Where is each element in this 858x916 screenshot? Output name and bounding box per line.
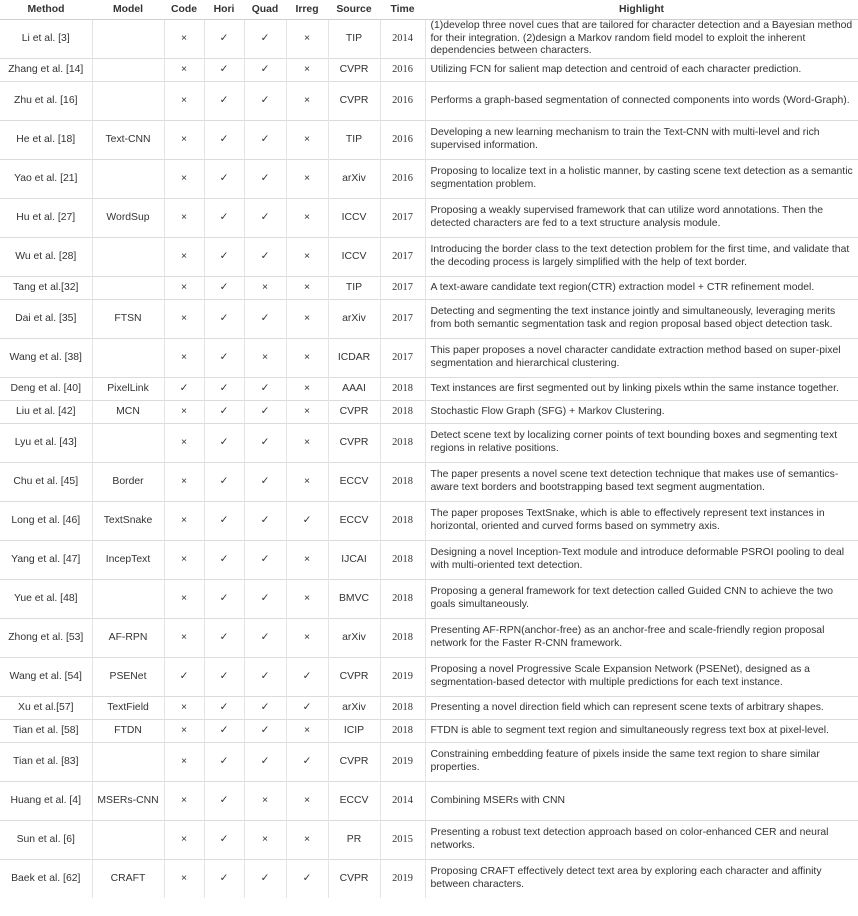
- table-row: [0, 378, 858, 401]
- source-cell: arXiv: [328, 697, 380, 720]
- table-row: [0, 541, 858, 580]
- header-highlight: Highlight: [425, 0, 858, 20]
- table-row: [0, 619, 858, 658]
- irreg-cell: ×: [286, 782, 328, 821]
- hori-cell: ✓: [204, 59, 244, 82]
- time-cell: 2018: [380, 502, 425, 541]
- irreg-cell: ×: [286, 300, 328, 339]
- header-quad: Quad: [244, 0, 286, 20]
- highlight-cell: Stochastic Flow Graph (SFG) + Markov Clustering.: [425, 401, 858, 424]
- source-cell: TIP: [328, 121, 380, 160]
- hori-cell: ✓: [204, 619, 244, 658]
- method-cell: Zhu et al. [16]: [0, 82, 92, 121]
- irreg-cell: ×: [286, 424, 328, 463]
- quad-cell: ✓: [244, 860, 286, 899]
- model-cell: [92, 424, 164, 463]
- hori-cell: ✓: [204, 339, 244, 378]
- code-cell: ×: [164, 821, 204, 860]
- table-row: [0, 82, 858, 121]
- model-cell: [92, 821, 164, 860]
- code-cell: ×: [164, 238, 204, 277]
- time-cell: 2018: [380, 580, 425, 619]
- quad-cell: ✓: [244, 658, 286, 697]
- highlight-cell: Proposing a novel Progressive Scale Expansion Network (PSENet), designed as a segmentation-based detector with multiple predictions for each text instance.: [425, 658, 858, 697]
- highlight-cell: Text instances are first segmented out by linking pixels wthin the same instance together.: [425, 378, 858, 401]
- hori-cell: ✓: [204, 658, 244, 697]
- method-cell: He et al. [18]: [0, 121, 92, 160]
- time-cell: 2019: [380, 658, 425, 697]
- model-cell: FTSN: [92, 300, 164, 339]
- time-cell: 2018: [380, 424, 425, 463]
- code-cell: ×: [164, 277, 204, 300]
- table-row: [0, 580, 858, 619]
- quad-cell: ×: [244, 821, 286, 860]
- model-cell: PSENet: [92, 658, 164, 697]
- model-cell: [92, 20, 164, 59]
- time-cell: 2014: [380, 20, 425, 59]
- time-cell: 2018: [380, 401, 425, 424]
- method-cell: Lyu et al. [43]: [0, 424, 92, 463]
- code-cell: ×: [164, 619, 204, 658]
- quad-cell: ✓: [244, 619, 286, 658]
- highlight-cell: Proposing a weakly supervised framework that can utilize word annotations. Then the detected characters are fed to a text structure analysis module.: [425, 199, 858, 238]
- model-cell: Text-CNN: [92, 121, 164, 160]
- time-cell: 2018: [380, 378, 425, 401]
- source-cell: ICCV: [328, 238, 380, 277]
- source-cell: ICDAR: [328, 339, 380, 378]
- highlight-cell: This paper proposes a novel character candidate extraction method based on super-pixel segmentation and hierarchical clustering.: [425, 339, 858, 378]
- code-cell: ×: [164, 580, 204, 619]
- quad-cell: ✓: [244, 463, 286, 502]
- hori-cell: ✓: [204, 424, 244, 463]
- highlight-cell: Proposing a general framework for text detection called Guided CNN to achieve the two goals simultaneously.: [425, 580, 858, 619]
- time-cell: 2018: [380, 697, 425, 720]
- model-cell: AF-RPN: [92, 619, 164, 658]
- code-cell: ×: [164, 697, 204, 720]
- time-cell: 2016: [380, 82, 425, 121]
- irreg-cell: ×: [286, 378, 328, 401]
- irreg-cell: ×: [286, 821, 328, 860]
- hori-cell: ✓: [204, 821, 244, 860]
- table-row: [0, 463, 858, 502]
- method-cell: Dai et al. [35]: [0, 300, 92, 339]
- header-code: Code: [164, 0, 204, 20]
- method-cell: Wang et al. [54]: [0, 658, 92, 697]
- highlight-cell: Combining MSERs with CNN: [425, 782, 858, 821]
- model-cell: TextSnake: [92, 502, 164, 541]
- table-row: [0, 121, 858, 160]
- irreg-cell: ✓: [286, 860, 328, 899]
- time-cell: 2015: [380, 821, 425, 860]
- table-row: [0, 697, 858, 720]
- model-cell: [92, 580, 164, 619]
- quad-cell: ✓: [244, 121, 286, 160]
- header-hori: Hori: [204, 0, 244, 20]
- source-cell: ECCV: [328, 782, 380, 821]
- highlight-cell: Introducing the border class to the text detection problem for the first time, and validate that the decoding process is largely simplified with the help of text border.: [425, 238, 858, 277]
- quad-cell: ×: [244, 277, 286, 300]
- time-cell: 2016: [380, 160, 425, 199]
- header-source: Source: [328, 0, 380, 20]
- quad-cell: ✓: [244, 743, 286, 782]
- quad-cell: ✓: [244, 199, 286, 238]
- time-cell: 2018: [380, 619, 425, 658]
- irreg-cell: ×: [286, 20, 328, 59]
- hori-cell: ✓: [204, 580, 244, 619]
- hori-cell: ✓: [204, 463, 244, 502]
- code-cell: ×: [164, 782, 204, 821]
- hori-cell: ✓: [204, 860, 244, 899]
- method-cell: Deng et al. [40]: [0, 378, 92, 401]
- method-cell: Hu et al. [27]: [0, 199, 92, 238]
- quad-cell: ✓: [244, 424, 286, 463]
- method-cell: Tian et al. [58]: [0, 720, 92, 743]
- hori-cell: ✓: [204, 782, 244, 821]
- irreg-cell: ×: [286, 619, 328, 658]
- highlight-cell: Constraining embedding feature of pixels inside the same text region to share similar properties.: [425, 743, 858, 782]
- table-row: [0, 277, 858, 300]
- table-row: [0, 59, 858, 82]
- model-cell: [92, 743, 164, 782]
- method-cell: Wu et al. [28]: [0, 238, 92, 277]
- header-time: Time: [380, 0, 425, 20]
- quad-cell: ✓: [244, 697, 286, 720]
- code-cell: ×: [164, 199, 204, 238]
- time-cell: 2019: [380, 743, 425, 782]
- quad-cell: ✓: [244, 378, 286, 401]
- time-cell: 2017: [380, 199, 425, 238]
- code-cell: ×: [164, 743, 204, 782]
- code-cell: ×: [164, 541, 204, 580]
- hori-cell: ✓: [204, 121, 244, 160]
- source-cell: TIP: [328, 20, 380, 59]
- irreg-cell: ×: [286, 82, 328, 121]
- highlight-cell: Detecting and segmenting the text instance jointly and simultaneously, leveraging merits from both semantic segmentation task and region proposal based object detection task.: [425, 300, 858, 339]
- hori-cell: ✓: [204, 160, 244, 199]
- hori-cell: ✓: [204, 502, 244, 541]
- hori-cell: ✓: [204, 199, 244, 238]
- time-cell: 2017: [380, 238, 425, 277]
- method-cell: Wang et al. [38]: [0, 339, 92, 378]
- time-cell: 2017: [380, 277, 425, 300]
- code-cell: ×: [164, 502, 204, 541]
- method-cell: Yang et al. [47]: [0, 541, 92, 580]
- table-row: [0, 424, 858, 463]
- source-cell: ICCV: [328, 199, 380, 238]
- irreg-cell: ✓: [286, 697, 328, 720]
- irreg-cell: ×: [286, 580, 328, 619]
- quad-cell: ✓: [244, 300, 286, 339]
- code-cell: ✓: [164, 658, 204, 697]
- hori-cell: ✓: [204, 541, 244, 580]
- highlight-cell: Utilizing FCN for salient map detection and centroid of each character prediction.: [425, 59, 858, 82]
- table-body: [0, 20, 858, 899]
- method-cell: Sun et al. [6]: [0, 821, 92, 860]
- code-cell: ×: [164, 720, 204, 743]
- method-cell: Tian et al. [83]: [0, 743, 92, 782]
- model-cell: Border: [92, 463, 164, 502]
- irreg-cell: ×: [286, 238, 328, 277]
- source-cell: CVPR: [328, 401, 380, 424]
- table-row: [0, 20, 858, 59]
- irreg-cell: ×: [286, 160, 328, 199]
- quad-cell: ✓: [244, 160, 286, 199]
- irreg-cell: ×: [286, 463, 328, 502]
- time-cell: 2019: [380, 860, 425, 899]
- quad-cell: ✓: [244, 502, 286, 541]
- method-cell: Chu et al. [45]: [0, 463, 92, 502]
- hori-cell: ✓: [204, 20, 244, 59]
- hori-cell: ✓: [204, 697, 244, 720]
- method-cell: Yue et al. [48]: [0, 580, 92, 619]
- hori-cell: ✓: [204, 277, 244, 300]
- irreg-cell: ✓: [286, 658, 328, 697]
- highlight-cell: Presenting a novel direction field which can represent scene texts of arbitrary shapes.: [425, 697, 858, 720]
- highlight-cell: The paper proposes TextSnake, which is able to effectively represent text instances in horizontal, oriented and curved forms based on symmetry axis.: [425, 502, 858, 541]
- highlight-cell: Performs a graph-based segmentation of connected components into words (Word-Graph).: [425, 82, 858, 121]
- table-row: [0, 300, 858, 339]
- highlight-cell: (1)develop three novel cues that are tailored for character detection and a Bayesian method for their integration. (2)design a Markov random field model to exploit the inherent dependencies between characters.: [425, 20, 858, 59]
- quad-cell: ✓: [244, 238, 286, 277]
- hori-cell: ✓: [204, 238, 244, 277]
- irreg-cell: ×: [286, 277, 328, 300]
- header-method: Method: [0, 0, 92, 20]
- highlight-cell: Developing a new learning mechanism to train the Text-CNN with multi-level and rich supervised information.: [425, 121, 858, 160]
- source-cell: CVPR: [328, 860, 380, 899]
- method-cell: Li et al. [3]: [0, 20, 92, 59]
- method-cell: Long et al. [46]: [0, 502, 92, 541]
- code-cell: ✓: [164, 378, 204, 401]
- time-cell: 2016: [380, 121, 425, 160]
- table-row: [0, 743, 858, 782]
- quad-cell: ✓: [244, 720, 286, 743]
- source-cell: CVPR: [328, 424, 380, 463]
- header-irreg: Irreg: [286, 0, 328, 20]
- highlight-cell: FTDN is able to segment text region and simultaneously regress text box at pixel-level.: [425, 720, 858, 743]
- hori-cell: ✓: [204, 300, 244, 339]
- quad-cell: ×: [244, 782, 286, 821]
- table-row: [0, 821, 858, 860]
- table-row: [0, 720, 858, 743]
- hori-cell: ✓: [204, 401, 244, 424]
- table-row: [0, 658, 858, 697]
- highlight-cell: Detect scene text by localizing corner points of text bounding boxes and segmenting text regions in relative positions.: [425, 424, 858, 463]
- source-cell: ECCV: [328, 502, 380, 541]
- time-cell: 2018: [380, 720, 425, 743]
- irreg-cell: ✓: [286, 502, 328, 541]
- model-cell: [92, 82, 164, 121]
- method-cell: Xu et al.[57]: [0, 697, 92, 720]
- method-cell: Zhang et al. [14]: [0, 59, 92, 82]
- model-cell: FTDN: [92, 720, 164, 743]
- highlight-cell: Proposing CRAFT effectively detect text area by exploring each character and affinity between characters.: [425, 860, 858, 899]
- irreg-cell: ×: [286, 59, 328, 82]
- irreg-cell: ×: [286, 121, 328, 160]
- code-cell: ×: [164, 424, 204, 463]
- model-cell: [92, 339, 164, 378]
- code-cell: ×: [164, 463, 204, 502]
- model-cell: TextField: [92, 697, 164, 720]
- highlight-cell: A text-aware candidate text region(CTR) extraction model + CTR refinement model.: [425, 277, 858, 300]
- source-cell: AAAI: [328, 378, 380, 401]
- model-cell: MCN: [92, 401, 164, 424]
- irreg-cell: ×: [286, 339, 328, 378]
- table-row: [0, 502, 858, 541]
- quad-cell: ✓: [244, 59, 286, 82]
- irreg-cell: ×: [286, 541, 328, 580]
- time-cell: 2014: [380, 782, 425, 821]
- time-cell: 2018: [380, 541, 425, 580]
- irreg-cell: ×: [286, 199, 328, 238]
- model-cell: MSERs-CNN: [92, 782, 164, 821]
- time-cell: 2017: [380, 339, 425, 378]
- highlight-cell: Proposing to localize text in a holistic manner, by casting scene text detection as a semantic segmentation problem.: [425, 160, 858, 199]
- code-cell: ×: [164, 401, 204, 424]
- model-cell: CRAFT: [92, 860, 164, 899]
- quad-cell: ✓: [244, 20, 286, 59]
- quad-cell: ✓: [244, 541, 286, 580]
- source-cell: arXiv: [328, 300, 380, 339]
- highlight-cell: Presenting a robust text detection approach based on color-enhanced CER and neural networks.: [425, 821, 858, 860]
- hori-cell: ✓: [204, 378, 244, 401]
- method-cell: Tang et al.[32]: [0, 277, 92, 300]
- source-cell: CVPR: [328, 59, 380, 82]
- source-cell: TIP: [328, 277, 380, 300]
- quad-cell: ✓: [244, 580, 286, 619]
- model-cell: IncepText: [92, 541, 164, 580]
- irreg-cell: ✓: [286, 743, 328, 782]
- hori-cell: ✓: [204, 743, 244, 782]
- time-cell: 2016: [380, 59, 425, 82]
- model-cell: [92, 277, 164, 300]
- source-cell: ICIP: [328, 720, 380, 743]
- method-cell: Yao et al. [21]: [0, 160, 92, 199]
- code-cell: ×: [164, 82, 204, 121]
- table-row: [0, 160, 858, 199]
- model-cell: PixelLink: [92, 378, 164, 401]
- table-row: [0, 339, 858, 378]
- source-cell: PR: [328, 821, 380, 860]
- method-cell: Zhong et al. [53]: [0, 619, 92, 658]
- hori-cell: ✓: [204, 720, 244, 743]
- code-cell: ×: [164, 860, 204, 899]
- code-cell: ×: [164, 339, 204, 378]
- code-cell: ×: [164, 20, 204, 59]
- source-cell: CVPR: [328, 658, 380, 697]
- irreg-cell: ×: [286, 720, 328, 743]
- method-cell: Baek et al. [62]: [0, 860, 92, 899]
- source-cell: BMVC: [328, 580, 380, 619]
- code-cell: ×: [164, 121, 204, 160]
- highlight-cell: Presenting AF-RPN(anchor-free) as an anchor-free and scale-friendly region proposal network for the Faster R-CNN framework.: [425, 619, 858, 658]
- source-cell: arXiv: [328, 619, 380, 658]
- source-cell: CVPR: [328, 82, 380, 121]
- table-row: [0, 860, 858, 899]
- method-cell: Liu et al. [42]: [0, 401, 92, 424]
- source-cell: CVPR: [328, 743, 380, 782]
- quad-cell: ×: [244, 339, 286, 378]
- code-cell: ×: [164, 59, 204, 82]
- highlight-cell: The paper presents a novel scene text detection technique that makes use of semantics-aware text borders and bootstrapping based text segment augmentation.: [425, 463, 858, 502]
- code-cell: ×: [164, 300, 204, 339]
- hori-cell: ✓: [204, 82, 244, 121]
- source-cell: IJCAI: [328, 541, 380, 580]
- irreg-cell: ×: [286, 401, 328, 424]
- table-row: [0, 238, 858, 277]
- table-row: [0, 782, 858, 821]
- model-cell: [92, 59, 164, 82]
- model-cell: [92, 238, 164, 277]
- source-cell: ECCV: [328, 463, 380, 502]
- highlight-cell: Designing a novel Inception-Text module and introduce deformable PSROI pooling to deal with multi-oriented text detection.: [425, 541, 858, 580]
- code-cell: ×: [164, 160, 204, 199]
- method-cell: Huang et al. [4]: [0, 782, 92, 821]
- source-cell: arXiv: [328, 160, 380, 199]
- time-cell: 2018: [380, 463, 425, 502]
- table-row: [0, 199, 858, 238]
- model-cell: WordSup: [92, 199, 164, 238]
- table-row: [0, 401, 858, 424]
- quad-cell: ✓: [244, 82, 286, 121]
- quad-cell: ✓: [244, 401, 286, 424]
- header-model: Model: [92, 0, 164, 20]
- table-header: [0, 0, 858, 20]
- time-cell: 2017: [380, 300, 425, 339]
- model-cell: [92, 160, 164, 199]
